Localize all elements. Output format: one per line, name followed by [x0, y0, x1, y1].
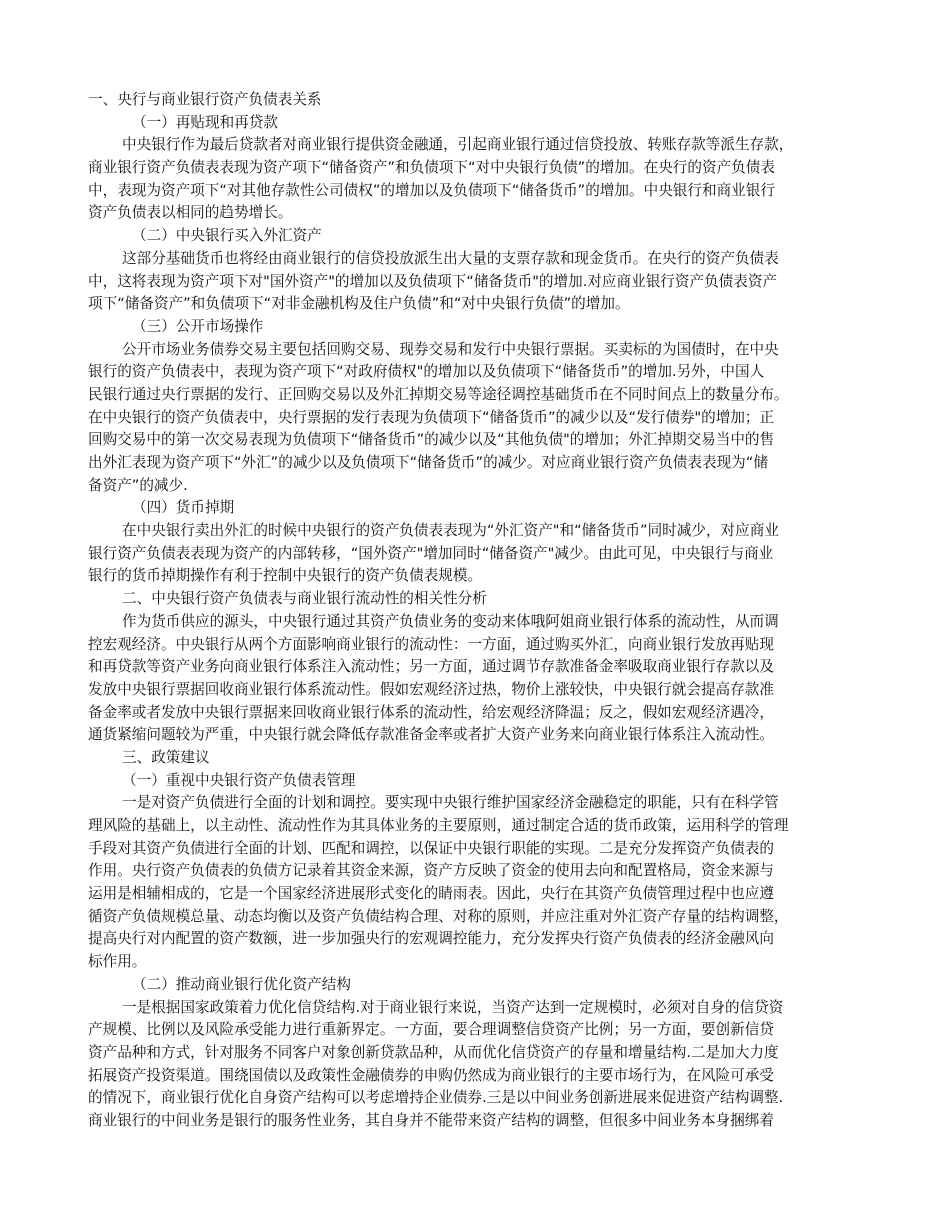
- text-line: 出外汇表现为资产项下“外汇”的减少以及负债项下“储备货币”的减少。对应商业银行资产负债表表现为“储: [88, 454, 768, 471]
- text-line: 作用。央行资产负债表的负债方记录着其资金来源，资产方反映了资金的使用去向和配置格局，资金来源与: [88, 862, 774, 880]
- text-line: （一）再贴现和再贷款: [132, 113, 278, 131]
- text-line: 循资产负债规模总量、动态均衡以及资产负债结构合理、对称的原则，并应注重对外汇资产存量的结构调整，: [88, 907, 789, 925]
- text-line: 发放中央银行票据回收商业银行体系流动性。假如宏观经济过热，物价上涨较快，中央银行就会提高存款准: [88, 680, 774, 698]
- text-line: 一、央行与商业银行资产负债表关系: [88, 91, 322, 108]
- text-line: （二）中央银行买入外汇资产: [132, 227, 322, 245]
- text-line: 标作用。: [88, 953, 147, 971]
- text-line: （二）推动商业银行优化资产结构: [132, 975, 351, 993]
- text-line: 商业银行资产负债表表现为资产项下“储备资产”和负债项下“对中央银行负债”的增加。在央行的资产负债表: [88, 159, 775, 177]
- text-line: 资产负债表以相同的趋势增长。: [88, 204, 293, 222]
- text-line: 手段对其资产负债进行全面的计划、匹配和调控，以保证中央银行职能的实现。二是充分发挥资产负债表的: [88, 839, 774, 857]
- text-line: 运用是相辅相成的，它是一个国家经济进展形式变化的睛雨表。因此，央行在其资产负债管理过程中也应遵: [88, 885, 774, 903]
- text-line: 作为货币供应的源头，中央银行通过其资产负债业务的变动来体哦阿姐商业银行体系的流动性，从而调: [122, 612, 779, 630]
- text-line: （四）货币掉期: [132, 499, 235, 517]
- text-line: 银行的资产负债表中，表现为资产项下“对政府债权"的增加以及负债项下“储备货币”的增加.另外，中国人: [88, 363, 765, 381]
- text-line: 商业银行的中间业务是银行的服务性业务，其自身并不能带来资产结构的调整，但很多中间业务本身捆绑着: [88, 1111, 774, 1129]
- text-line: 产规模、比例以及风险承受能力进行重新界定。一方面，要合理调整信贷资产比例；另一方面，要创新信贷: [88, 1021, 774, 1039]
- text-line: 三、政策建议: [122, 748, 210, 766]
- text-line: 回购交易中的第一次交易表现为负债项下“储备货币”的减少以及“其他负债"的增加；外汇掉期交易当中的售: [88, 431, 775, 449]
- text-line: 项下“储备资产”和负债项下“对非金融机构及住户负债”和“对中央银行负债”的增加。: [88, 295, 630, 313]
- text-line: 控宏观经济。中央银行从两个方面影响商业银行的流动性：一方面，通过购买外汇，向商业银行发放再贴现: [88, 635, 774, 653]
- text-line: 中央银行作为最后贷款者对商业银行提供资金融通，引起商业银行通过信贷投放、转账存款等派生存款，: [122, 136, 794, 154]
- text-line: 这部分基础货币也将经由商业银行的信贷投放派生出大量的支票存款和现金货币。在央行的资产负债表: [122, 249, 779, 267]
- text-line: 一是对资产负债进行全面的计划和调控。要实现中央银行维护国家经济金融稳定的职能，只有在科学管: [122, 794, 779, 812]
- text-line: 理风险的基础上，以主动性、流动性作为其具体业务的主要原则，通过制定合适的货币政策，运用科学的管理: [88, 817, 789, 834]
- text-line: 提高央行对内配置的资产数额，进一步加强央行的宏观调控能力，充分发挥央行资产负债表的经济金融风向: [88, 930, 774, 948]
- text-line: 中，表现为资产项下“对其他存款性公司债权”的增加以及负债项下“储备货币”的增加。中央银行和商业银行: [88, 181, 775, 199]
- text-line: 和再贷款等资产业务向商业银行体系注入流动性；另一方面，通过调节存款准备金率吸取商业银行存款以及: [88, 658, 774, 676]
- text-line: 资产品种和方式，针对服务不同客户对象创新贷款品种，从而优化信贷资产的存量和增量结构.二是加大力度: [88, 1043, 779, 1061]
- text-line: 二、中央银行资产负债表与商业银行流动性的相关性分析: [122, 590, 487, 608]
- text-line: 拓展资产投资渠道。围绕国债以及政策性金融债券的申购仍然成为商业银行的主要市场行为，在风险可承受: [88, 1066, 774, 1084]
- text-line: 银行资产负债表表现为资产的内部转移，“国外资产"增加同时“储备资产"减少。由此可见，中央银行与商业: [88, 544, 774, 562]
- text-line: 民银行通过央行票据的发行、正回购交易以及外汇掉期交易等途径调控基础货币在不同时间点上的数量分布。: [88, 385, 789, 403]
- text-line: 通货紧缩问题较为严重，中央银行就会降低存款准备金率或者扩大资产业务来向商业银行体系注入流动性。: [88, 726, 774, 744]
- text-line: 一是根据国家政策着力优化信贷结构.对于商业银行来说，当资产达到一定规模时，必须对自身的信贷资: [122, 998, 784, 1016]
- document-body: [88, 89, 868, 1133]
- text-line: 备金率或者发放中央银行票据来回收商业银行体系的流动性，给宏观经济降温；反之，假如宏观经济遇冷，: [88, 703, 774, 721]
- text-line: 的情况下，商业银行优化自身资产结构可以考虑增持企业债券.三是以中间业务创新进展来促进资产结构调整.: [88, 1089, 784, 1107]
- text-line: （一）重视中央银行资产负债表管理: [122, 771, 356, 789]
- text-line: 在中央银行卖出外汇的时候中央银行的资产负债表表现为“外汇资产"和“储备货币”同时减少，对应商业: [122, 522, 779, 540]
- text-line: 备资产”的减少.: [88, 476, 188, 494]
- text-line: 中，这将表现为资产项下对"国外资产"的增加以及负债项下“储备货币"的增加.对应商业银行资产负债表资产: [88, 272, 778, 290]
- text-line: 银行的货币掉期操作有利于控制中央银行的资产负债表规模。: [88, 567, 483, 585]
- text-line: 在中央银行的资产负债表中，央行票据的发行表现为负债项下“储备货币”的减少以及“发行债券"的增加；正: [88, 408, 775, 426]
- text-line: （三）公开市场操作: [132, 317, 264, 335]
- text-line: 公开市场业务债券交易主要包括回购交易、现券交易和发行中央银行票据。买卖标的为国债时，在中央: [122, 340, 779, 358]
